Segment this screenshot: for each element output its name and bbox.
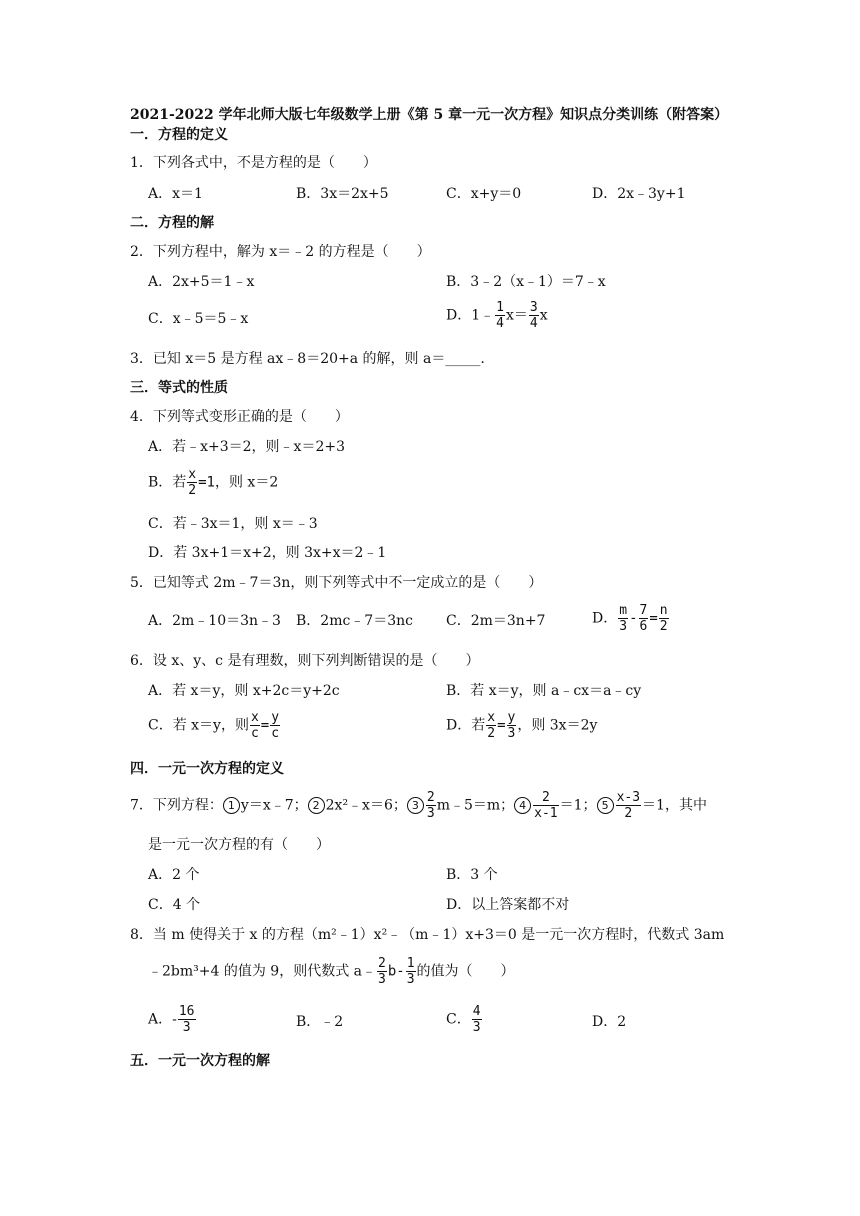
numerator: 7 [639, 603, 648, 618]
q6-c-fraction-2 [270, 710, 280, 741]
denominator: 4 [496, 316, 504, 331]
question-4-option-c: C．若﹣3x＝1，则 x＝﹣3 [148, 516, 318, 532]
q6-d-fraction-1 [486, 710, 496, 741]
q8-a-fraction [178, 1004, 196, 1035]
q7-eq2: 2x²﹣x＝6； [325, 797, 407, 814]
q7-eq1: y＝x﹣7； [240, 797, 308, 814]
denominator: 3 [426, 806, 435, 821]
q4-b-fraction [187, 467, 197, 498]
document-title: 2021-2022 学年北师大版七年级数学上册《第 5 章一元一次方程》知识点分类训练（附答案） [130, 107, 729, 123]
question-1-stem: 1．下列各式中，不是方程的是（ ） [130, 155, 377, 171]
q6-d-eq: = [497, 717, 506, 734]
question-7-stem [130, 790, 707, 821]
question-2-option-a: A．2x+5＝1﹣x [148, 274, 255, 290]
circled-number-icon: 1 [223, 797, 240, 814]
denominator: 6 [639, 619, 648, 634]
q8-c-prefix: C． [446, 1011, 471, 1028]
numerator: 1 [496, 300, 504, 315]
question-7-option-b: B．3 个 [446, 867, 498, 883]
numerator: 2 [426, 790, 435, 805]
question-5-option-c: C．2m＝3n+7 [446, 613, 546, 629]
numerator: x [487, 710, 496, 725]
section-heading-1: 一．方程的定义 [130, 127, 228, 143]
question-8-option-d: D．2 [592, 1014, 627, 1030]
numerator: n [659, 603, 668, 618]
question-7-option-c: C．4 个 [148, 897, 201, 913]
question-8-stem-cont [148, 956, 515, 987]
q7-eq5: ＝1，其中 [642, 797, 707, 814]
circled-number-icon: 5 [597, 797, 614, 814]
denominator: 2 [659, 619, 668, 634]
q7-eq4-fraction [533, 790, 558, 821]
q7-eq5-fraction [616, 790, 641, 821]
q4-b-mid: =1 [198, 474, 215, 491]
q2-d-suffix: x [539, 307, 548, 324]
q8-stem2-prefix: ﹣2bm³+4 的值为 9，则代数式 a﹣ [148, 963, 376, 980]
denominator: 3 [378, 972, 386, 987]
q8-fraction-2 [406, 956, 416, 987]
q6-c-fraction-1 [250, 710, 260, 741]
question-3-stem: 3．已知 x＝5 是方程 ax﹣8＝20+a 的解，则 a＝_____. [130, 351, 485, 367]
section-heading-2: 二．方程的解 [130, 215, 214, 231]
denominator: c [250, 726, 259, 741]
q8-mid: b- [387, 963, 405, 980]
circled-number-icon: 3 [407, 797, 424, 814]
question-2-stem: 2．下列方程中，解为 x＝﹣2 的方程是（ ） [130, 244, 431, 260]
numerator: m [619, 603, 628, 618]
q2-d-fraction-2 [529, 300, 539, 331]
question-2-option-b: B．3﹣2（x﹣1）＝7﹣x [446, 274, 606, 290]
numerator: 4 [472, 1004, 481, 1019]
q7-stem-prefix: 7．下列方程： [130, 797, 223, 814]
denominator: 3 [472, 1020, 481, 1035]
q2-d-mid: x＝ [505, 307, 528, 324]
q5-d-fraction-2 [639, 603, 649, 634]
denominator: 2 [616, 805, 641, 821]
q4-b-suffix: ，则 x＝2 [214, 474, 279, 491]
question-7-option-d: D．以上答案都不对 [446, 897, 570, 913]
denominator: x-1 [534, 806, 558, 821]
question-7-option-a: A．2 个 [148, 867, 200, 883]
question-8-option-c [446, 1004, 483, 1035]
question-1-option-c: C．x+y＝0 [446, 186, 522, 202]
circled-number-icon: 2 [308, 797, 325, 814]
q8-a-prefix: A．- [148, 1011, 177, 1028]
question-4-option-a: A．若﹣x+3＝2，则﹣x＝2+3 [148, 439, 345, 455]
question-5-option-d [592, 603, 670, 634]
question-8-option-b: B．﹣2 [296, 1014, 344, 1030]
circled-number-icon: 4 [514, 797, 531, 814]
question-4-stem: 4．下列等式变形正确的是（ ） [130, 409, 349, 425]
q2-d-fraction-1 [495, 300, 505, 331]
numerator: x-3 [616, 790, 641, 805]
section-heading-3: 三．等式的性质 [130, 380, 228, 396]
q6-d-prefix: D．若 [446, 717, 486, 734]
q2-d-prefix: D．1﹣ [446, 307, 495, 324]
question-7-stem-cont: 是一元一次方程的有（ ） [148, 837, 330, 853]
q8-c-fraction [472, 1004, 482, 1035]
question-5-stem: 5．已知等式 2m﹣7＝3n，则下列等式中不一定成立的是（ ） [130, 575, 543, 591]
q8-stem2-suffix: 的值为（ ） [416, 963, 515, 980]
numerator: 2 [378, 956, 386, 971]
question-6-option-b: B．若 x＝y，则 a﹣cx＝a﹣cy [446, 683, 642, 699]
numerator: y [271, 710, 280, 725]
q7-eq4: ＝1； [559, 797, 597, 814]
denominator: 4 [529, 316, 538, 331]
denominator: 3 [507, 726, 516, 741]
question-8-stem: 8．当 m 使得关于 x 的方程（m²﹣1）x²﹣（m﹣1）x+3＝0 是一元一次方程时，代数式 3am [130, 927, 725, 943]
question-6-option-a: A．若 x＝y，则 x+2c＝y+2c [148, 683, 340, 699]
q6-d-fraction-2 [507, 710, 517, 741]
question-1-option-d: D．2x﹣3y+1 [592, 186, 686, 202]
question-2-option-d [446, 300, 548, 331]
question-8-option-a [148, 1004, 197, 1035]
numerator: 16 [178, 1004, 195, 1019]
numerator: 1 [406, 956, 415, 971]
q5-d-prefix: D． [592, 610, 618, 627]
question-6-stem: 6．设 x、y、c 是有理数，则下列判断错误的是（ ） [130, 653, 480, 669]
denominator: 2 [188, 483, 197, 498]
q5-d-eq: = [649, 610, 658, 627]
denominator: 3 [406, 972, 415, 987]
numerator: 2 [541, 790, 550, 805]
numerator: y [507, 710, 516, 725]
numerator: x [250, 710, 259, 725]
q5-d-fraction-3 [659, 603, 669, 634]
question-4-option-d: D．若 3x+1＝x+2，则 3x+x＝2﹣1 [148, 545, 387, 561]
section-heading-4: 四．一元一次方程的定义 [130, 761, 284, 777]
question-1-option-b: B．3x＝2x+5 [296, 186, 389, 202]
numerator: 3 [529, 300, 538, 315]
section-heading-5: 五．一元一次方程的解 [130, 1053, 270, 1069]
question-2-option-c: C．x﹣5＝5﹣x [148, 311, 249, 327]
q7-eq3: m﹣5＝m； [436, 797, 515, 814]
q5-d-fraction-1 [618, 603, 628, 634]
question-5-option-a: A．2m﹣10＝3n﹣3 [148, 613, 281, 629]
question-5-option-b: B．2mc﹣7＝3nc [296, 613, 413, 629]
question-6-option-d [446, 710, 597, 741]
numerator: x [188, 467, 197, 482]
q6-c-eq: = [260, 717, 270, 734]
denominator: 3 [178, 1019, 196, 1035]
denominator: 2 [487, 726, 496, 741]
q5-d-op: - [629, 610, 638, 627]
question-6-option-c [148, 710, 281, 741]
q4-b-prefix: B．若 [148, 474, 187, 491]
q6-c-prefix: C．若 x＝y，则 [148, 717, 249, 734]
q8-fraction-1 [377, 956, 387, 987]
question-1-option-a: A．x＝1 [148, 186, 203, 202]
question-4-option-b [148, 467, 278, 498]
denominator: c [271, 726, 280, 741]
denominator: 3 [619, 619, 628, 634]
q6-d-suffix: ，则 3x＝2y [517, 717, 598, 734]
q7-eq3-fraction [426, 790, 436, 821]
